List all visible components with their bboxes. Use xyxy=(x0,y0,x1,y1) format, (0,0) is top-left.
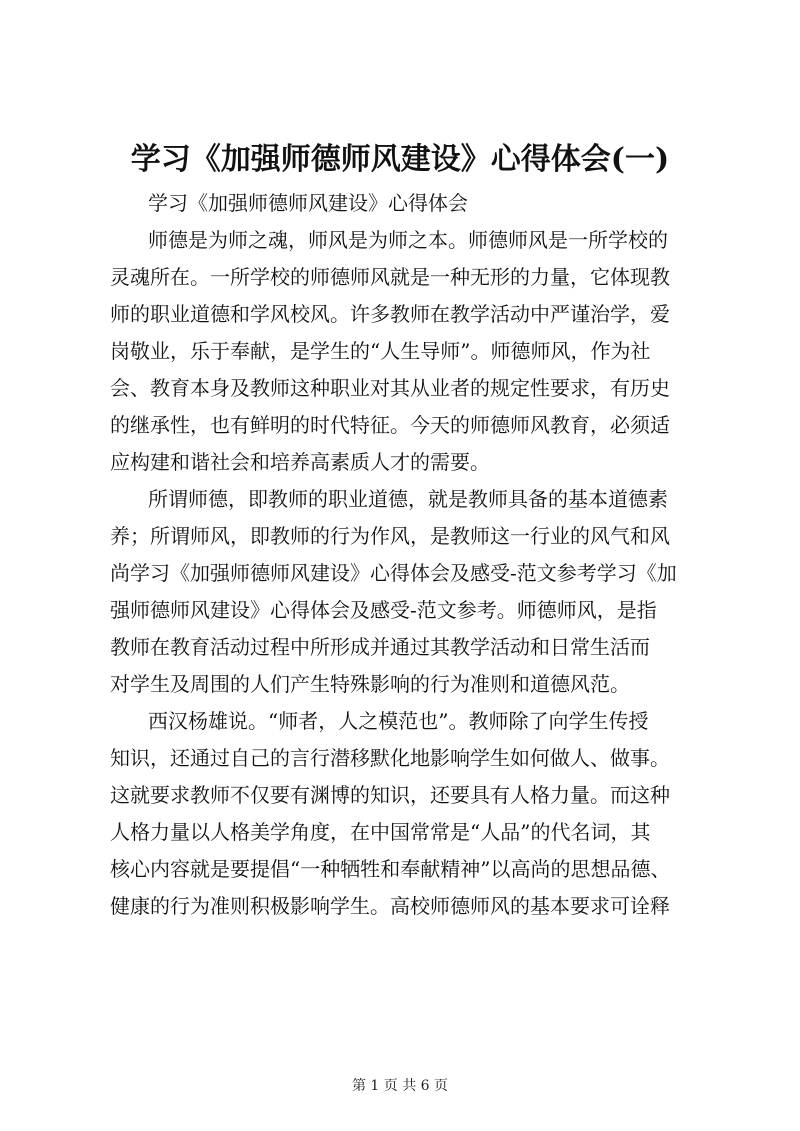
paragraph-line: 这就要求教师不仅要有渊博的知识，还要具有人格力量。而这种 xyxy=(110,783,670,807)
paragraph-2 xyxy=(110,481,710,703)
paragraph-line: 健康的行为准则积极影响学生。高校师德师风的基本要求可诠释 xyxy=(110,894,670,918)
paragraph-line: 师的职业道德和学风校风。许多教师在教学活动中严谨治学，爱 xyxy=(110,302,670,326)
paragraph-3 xyxy=(110,703,710,925)
paragraph-line: 西汉杨雄说。“师者，人之模范也”。教师除了向学生传授 xyxy=(148,709,649,733)
paragraph-line: 对学生及周围的人们产生特殊影响的行为准则和道德风范。 xyxy=(110,672,630,696)
paragraph-line: 强师德师风建设》心得体会及感受-范文参考。师德师风，是指 xyxy=(110,598,657,622)
paragraph-line: 所谓师德，即教师的职业道德，就是教师具备的基本道德素 xyxy=(148,487,668,511)
paragraph-line: 师德是为师之魂，师风是为师之本。师德师风是一所学校的 xyxy=(148,228,668,252)
paragraph-line: 灵魂所在。一所学校的师德师风就是一种无形的力量，它体现教 xyxy=(110,265,670,289)
subtitle-line: 学习《加强师德师风建设》心得体会 xyxy=(148,191,468,215)
document-body xyxy=(110,185,710,925)
paragraph-line: 养；所谓师风，即教师的行为作风，是教师这一行业的风气和风 xyxy=(110,524,670,548)
paragraph-1 xyxy=(110,222,710,481)
paragraph-line: 会、教育本身及教师这种职业对其从业者的规定性要求，有历史 xyxy=(110,376,670,400)
paragraph-line: 知识，还通过自己的言行潜移默化地影响学生如何做人、做事。 xyxy=(110,746,670,770)
paragraph-line: 核心内容就是要提倡“一种牺牲和奉献精神”以高尚的思想品德、 xyxy=(110,857,671,881)
paragraph-line: 的继承性，也有鲜明的时代特征。今天的师德师风教育，必须适 xyxy=(110,413,670,437)
paragraph-line: 岗敬业，乐于奉献，是学生的“人生导师”。师德师风，作为社 xyxy=(110,339,651,363)
paragraph-line: 人格力量以人格美学角度，在中国常常是“人品”的代名词，其 xyxy=(110,820,651,844)
paragraph-line: 尚学习《加强师德师风建设》心得体会及感受-范文参考学习《加 xyxy=(110,561,677,585)
paragraph-line: 教师在教育活动过程中所形成并通过其教学活动和日常生活而 xyxy=(110,635,650,659)
document-title: 学习《加强师德师风建设》心得体会(一) xyxy=(130,142,670,177)
page-footer: 第 1 页 共 6 页 xyxy=(351,1078,449,1094)
paragraph-line: 应构建和谐社会和培养高素质人才的需要。 xyxy=(110,450,490,474)
